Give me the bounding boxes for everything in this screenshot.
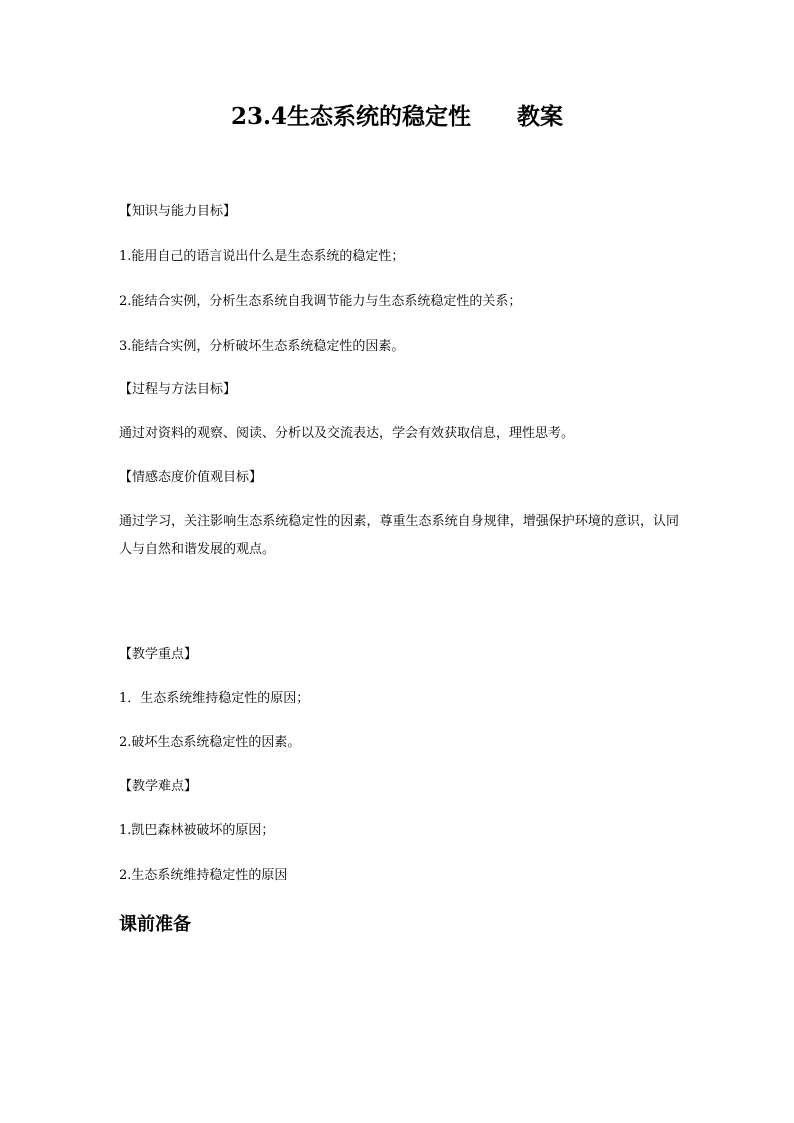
teaching-difficulty-2: 2.生态系统维持稳定性的原因	[119, 868, 288, 883]
knowledge-objective-3: 3.能结合实例，分析破坏生态系统稳定性的因素。	[119, 339, 405, 354]
emotion-objectives-text: 通过学习，关注影响生态系统稳定性的因素，尊重生态系统自身规律，增强保护环境的意识，认同人与自然和谐发展的观点。	[119, 514, 679, 557]
knowledge-objective-2: 2.能结合实例，分析生态系统自我调节能力与生态系统稳定性的关系；	[119, 294, 522, 309]
teaching-key-points-heading: 【教学重点】	[119, 647, 198, 662]
teaching-key-point-2: 2.破坏生态系统稳定性的因素。	[119, 735, 301, 750]
pre-class-preparation-heading: 课前准备	[119, 914, 191, 935]
knowledge-objectives-heading: 【知识与能力目标】	[119, 204, 237, 219]
teaching-difficulty-1: 1.凯巴森林被破坏的原因；	[119, 823, 275, 838]
teaching-difficulties-heading: 【教学难点】	[119, 779, 198, 794]
teaching-key-point-1: 1．生态系统维持稳定性的原因；	[119, 691, 310, 706]
process-objectives-text: 通过对资料的观察、阅读、分析以及交流表达，学会有效获取信息，理性思考。	[119, 426, 575, 441]
knowledge-objective-1: 1.能用自己的语言说出什么是生态系统的稳定性；	[119, 249, 405, 264]
document-title: 23.4生态系统的稳定性 教案	[230, 103, 564, 130]
process-objectives-heading: 【过程与方法目标】	[119, 382, 237, 397]
emotion-objectives-heading: 【情感态度价值观目标】	[119, 470, 263, 485]
